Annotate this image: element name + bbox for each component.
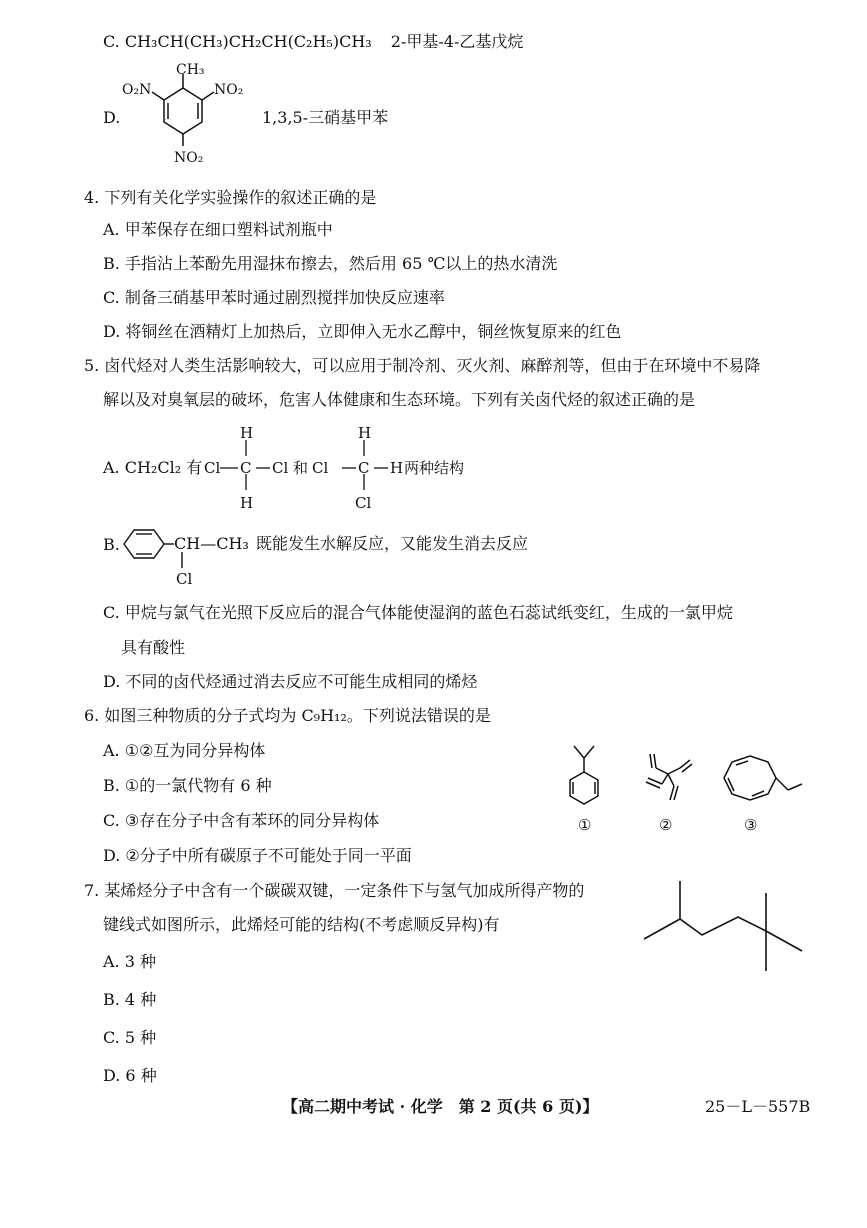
q5-option-b-structure	[118, 522, 558, 592]
q5-stem-line1: 5. 卤代烃对人类生活影响较大，可以应用于制冷剂、灭火剂、麻醉剂等，但由于在环境中不易降	[84, 356, 761, 375]
s2-c: C	[358, 459, 370, 477]
q6-option-a: A. ①②互为同分异构体	[103, 741, 266, 760]
tnt-no2-right: NO₂	[214, 82, 244, 98]
q3-option-c	[103, 32, 523, 52]
q5-option-a-suffix: 两种结构	[404, 459, 465, 477]
q3-option-c-name: 2-甲基-4-乙基戊烷	[390, 32, 524, 51]
s1-right-cl: Cl	[272, 459, 289, 477]
q4-option-a: A. 甲苯保存在细口塑料试剂瓶中	[103, 220, 333, 239]
q6-figure	[550, 738, 810, 838]
s1-left-cl: Cl	[204, 459, 221, 477]
q5-option-b-cl: Cl	[176, 570, 193, 588]
q7-option-c: C. 5 种	[103, 1028, 157, 1047]
s1-bottom-h: H	[240, 494, 254, 512]
tnt-ch3: CH₃	[176, 62, 205, 78]
q6-label-1: ①	[578, 816, 592, 834]
footer-title: 【高二期中考试 · 化学 第 2 页(共 6 页)】	[282, 1097, 599, 1116]
q4-option-b: B. 手指沾上苯酚先用湿抹布擦去，然后用 65 ℃以上的热水清洗	[103, 254, 558, 273]
q7-stem-line2: 键线式如图所示，此烯烃可能的结构(不考虑顺反异构)有	[103, 915, 500, 934]
q7-option-a: A. 3 种	[103, 952, 156, 971]
cycloheptatriene-ring	[724, 756, 776, 800]
cumene-ring	[570, 772, 598, 804]
s2-top-h: H	[358, 424, 372, 442]
q3-option-d-label: D.	[103, 108, 121, 127]
q5-stem-line2: 解以及对臭氧层的破坏，危害人体健康和生态环境。下列有关卤代烃的叙述正确的是	[103, 390, 696, 409]
s2-left-cl: Cl	[312, 459, 329, 477]
footer-code: 25－L－557B	[705, 1097, 811, 1116]
q5-option-c-line1: C. 甲烷与氯气在光照下反应后的混合气体能使湿润的蓝色石蕊试纸变红，生成的一氯甲烷	[103, 603, 733, 622]
q5-option-a-mid: 和	[293, 459, 309, 477]
q5-option-a-prefix: A. CH₂Cl₂ 有	[103, 458, 203, 477]
q5-option-b-text: 既能发生水解反应，又能发生消去反应	[256, 534, 529, 553]
q6-label-3: ③	[744, 816, 758, 834]
q3-option-c-label: C.	[103, 32, 120, 51]
s2-right-h: H	[390, 459, 404, 477]
q6-label-2: ②	[659, 816, 673, 834]
q7-skeletal-formula	[640, 875, 810, 975]
q5-option-b-label: B.	[103, 535, 120, 554]
s1-c: C	[240, 459, 252, 477]
q5-option-c-line2: 具有酸性	[121, 638, 186, 657]
s1-top-h: H	[240, 424, 254, 442]
q6-option-c: C. ③存在分子中含有苯环的同分异构体	[103, 811, 380, 830]
q4-option-d: D. 将铜丝在酒精灯上加热后，立即伸入无水乙醇中，铜丝恢复原来的红色	[103, 322, 622, 341]
q7-option-d: D. 6 种	[103, 1066, 157, 1085]
q5-option-b-chain: CH—CH₃	[174, 534, 249, 553]
q6-option-b: B. ①的一氯代物有 6 种	[103, 776, 272, 795]
trinitrotoluene-structure	[118, 60, 258, 170]
q7-stem-line1: 7. 某烯烃分子中含有一个碳碳双键，一定条件下与氢气加成所得产物的	[84, 881, 585, 900]
tnt-no2-left: O₂N	[122, 82, 152, 98]
q7-option-b: B. 4 种	[103, 990, 157, 1009]
q3-option-d-name: 1,3,5-三硝基甲苯	[262, 108, 389, 127]
s2-bottom-cl: Cl	[355, 494, 372, 512]
q4-stem: 4. 下列有关化学实验操作的叙述正确的是	[84, 188, 377, 207]
tnt-no2-bottom: NO₂	[174, 150, 204, 166]
q4-option-c: C. 制备三硝基甲苯时通过剧烈搅拌加快反应速率	[103, 288, 445, 307]
q3-option-c-formula: CH₃CH(CH₃)CH₂CH(C₂H₅)CH₃	[124, 32, 372, 51]
q5-option-a-structures	[200, 422, 470, 514]
q6-option-d: D. ②分子中所有碳原子不可能处于同一平面	[103, 846, 412, 865]
q5-option-d: D. 不同的卤代烃通过消去反应不可能生成相同的烯烃	[103, 672, 478, 691]
q6-stem: 6. 如图三种物质的分子式均为 C₉H₁₂。下列说法错误的是	[84, 706, 491, 725]
